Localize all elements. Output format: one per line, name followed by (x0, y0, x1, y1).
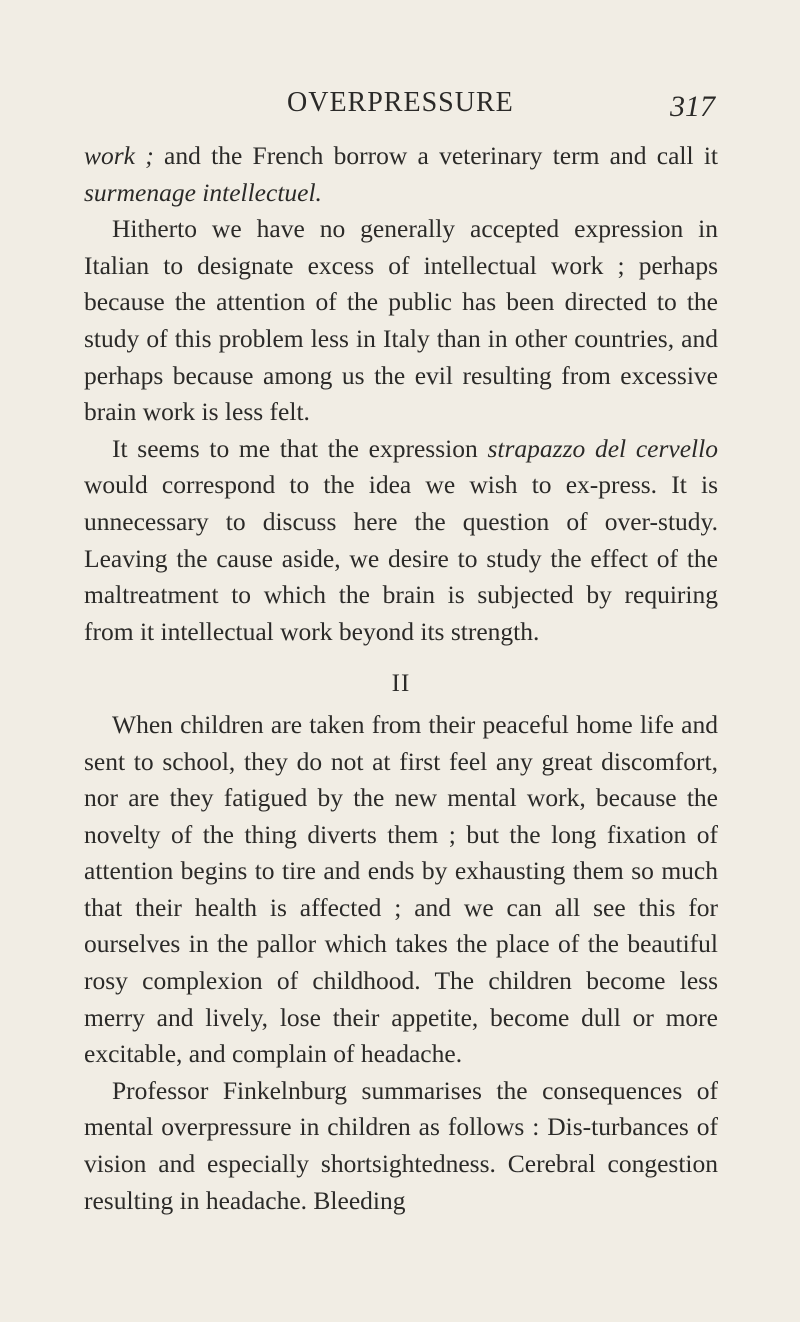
section-number: II (391, 670, 411, 698)
paragraph-expression (84, 431, 718, 651)
paragraph-children: When children are taken from their peaceful home life and sent to school, they do not at first feel any great discomfort, nor are they fatigued by the new mental work, because the novelty of the thing diverts them ; but the long fixation of attention begins to tire and ends by exhausting them so much that their health is affected ; and we can all see this for ourselves in the pallor which takes the place of the beautiful rosy complexion of childhood. The children become less merry and lively, lose their appetite, become dull or more excitable, and complain of headache. (84, 709, 718, 1069)
paragraph-text: It seems to me that the expression (112, 433, 488, 463)
italic-term-surmenage: surmenage intellectuel. (84, 177, 322, 207)
paragraph-hitherto: Hitherto we have no generally accepted expression in Italian to designate excess of intellectual work ; perhaps because the attention of the public has been directed to the study of this problem less in Italy than in other countries, and perhaps because among us the evil resulting from excessive brain work is less felt. (84, 214, 718, 427)
paragraph-text: and the French borrow a veterinary term and call it (153, 141, 718, 170)
italic-term-strapazzo: strapazzo del cervello (487, 433, 718, 463)
paragraph-continued (84, 138, 718, 211)
paragraph-finkelnburg: Professor Finkelnburg summarises the consequences of mental overpressure in children as follows : Dis-turbances of vision and especially shortsightedness. Cerebral congestion resulting in headache. Bleeding (84, 1075, 718, 1215)
paragraph-text: would correspond to the idea we wish to ex-press. It is unnecessary to discuss here the question of over-study. Leaving the cause aside, we desire to study the effect of the maltreatment to which the brain is subjected by requiring from it intellectual work beyond its strength. (84, 470, 718, 646)
page-number: 317 (670, 90, 715, 123)
body-text (84, 138, 718, 1219)
italic-term-work: work ; (84, 141, 154, 170)
running-title: OVERPRESSURE (287, 87, 514, 118)
